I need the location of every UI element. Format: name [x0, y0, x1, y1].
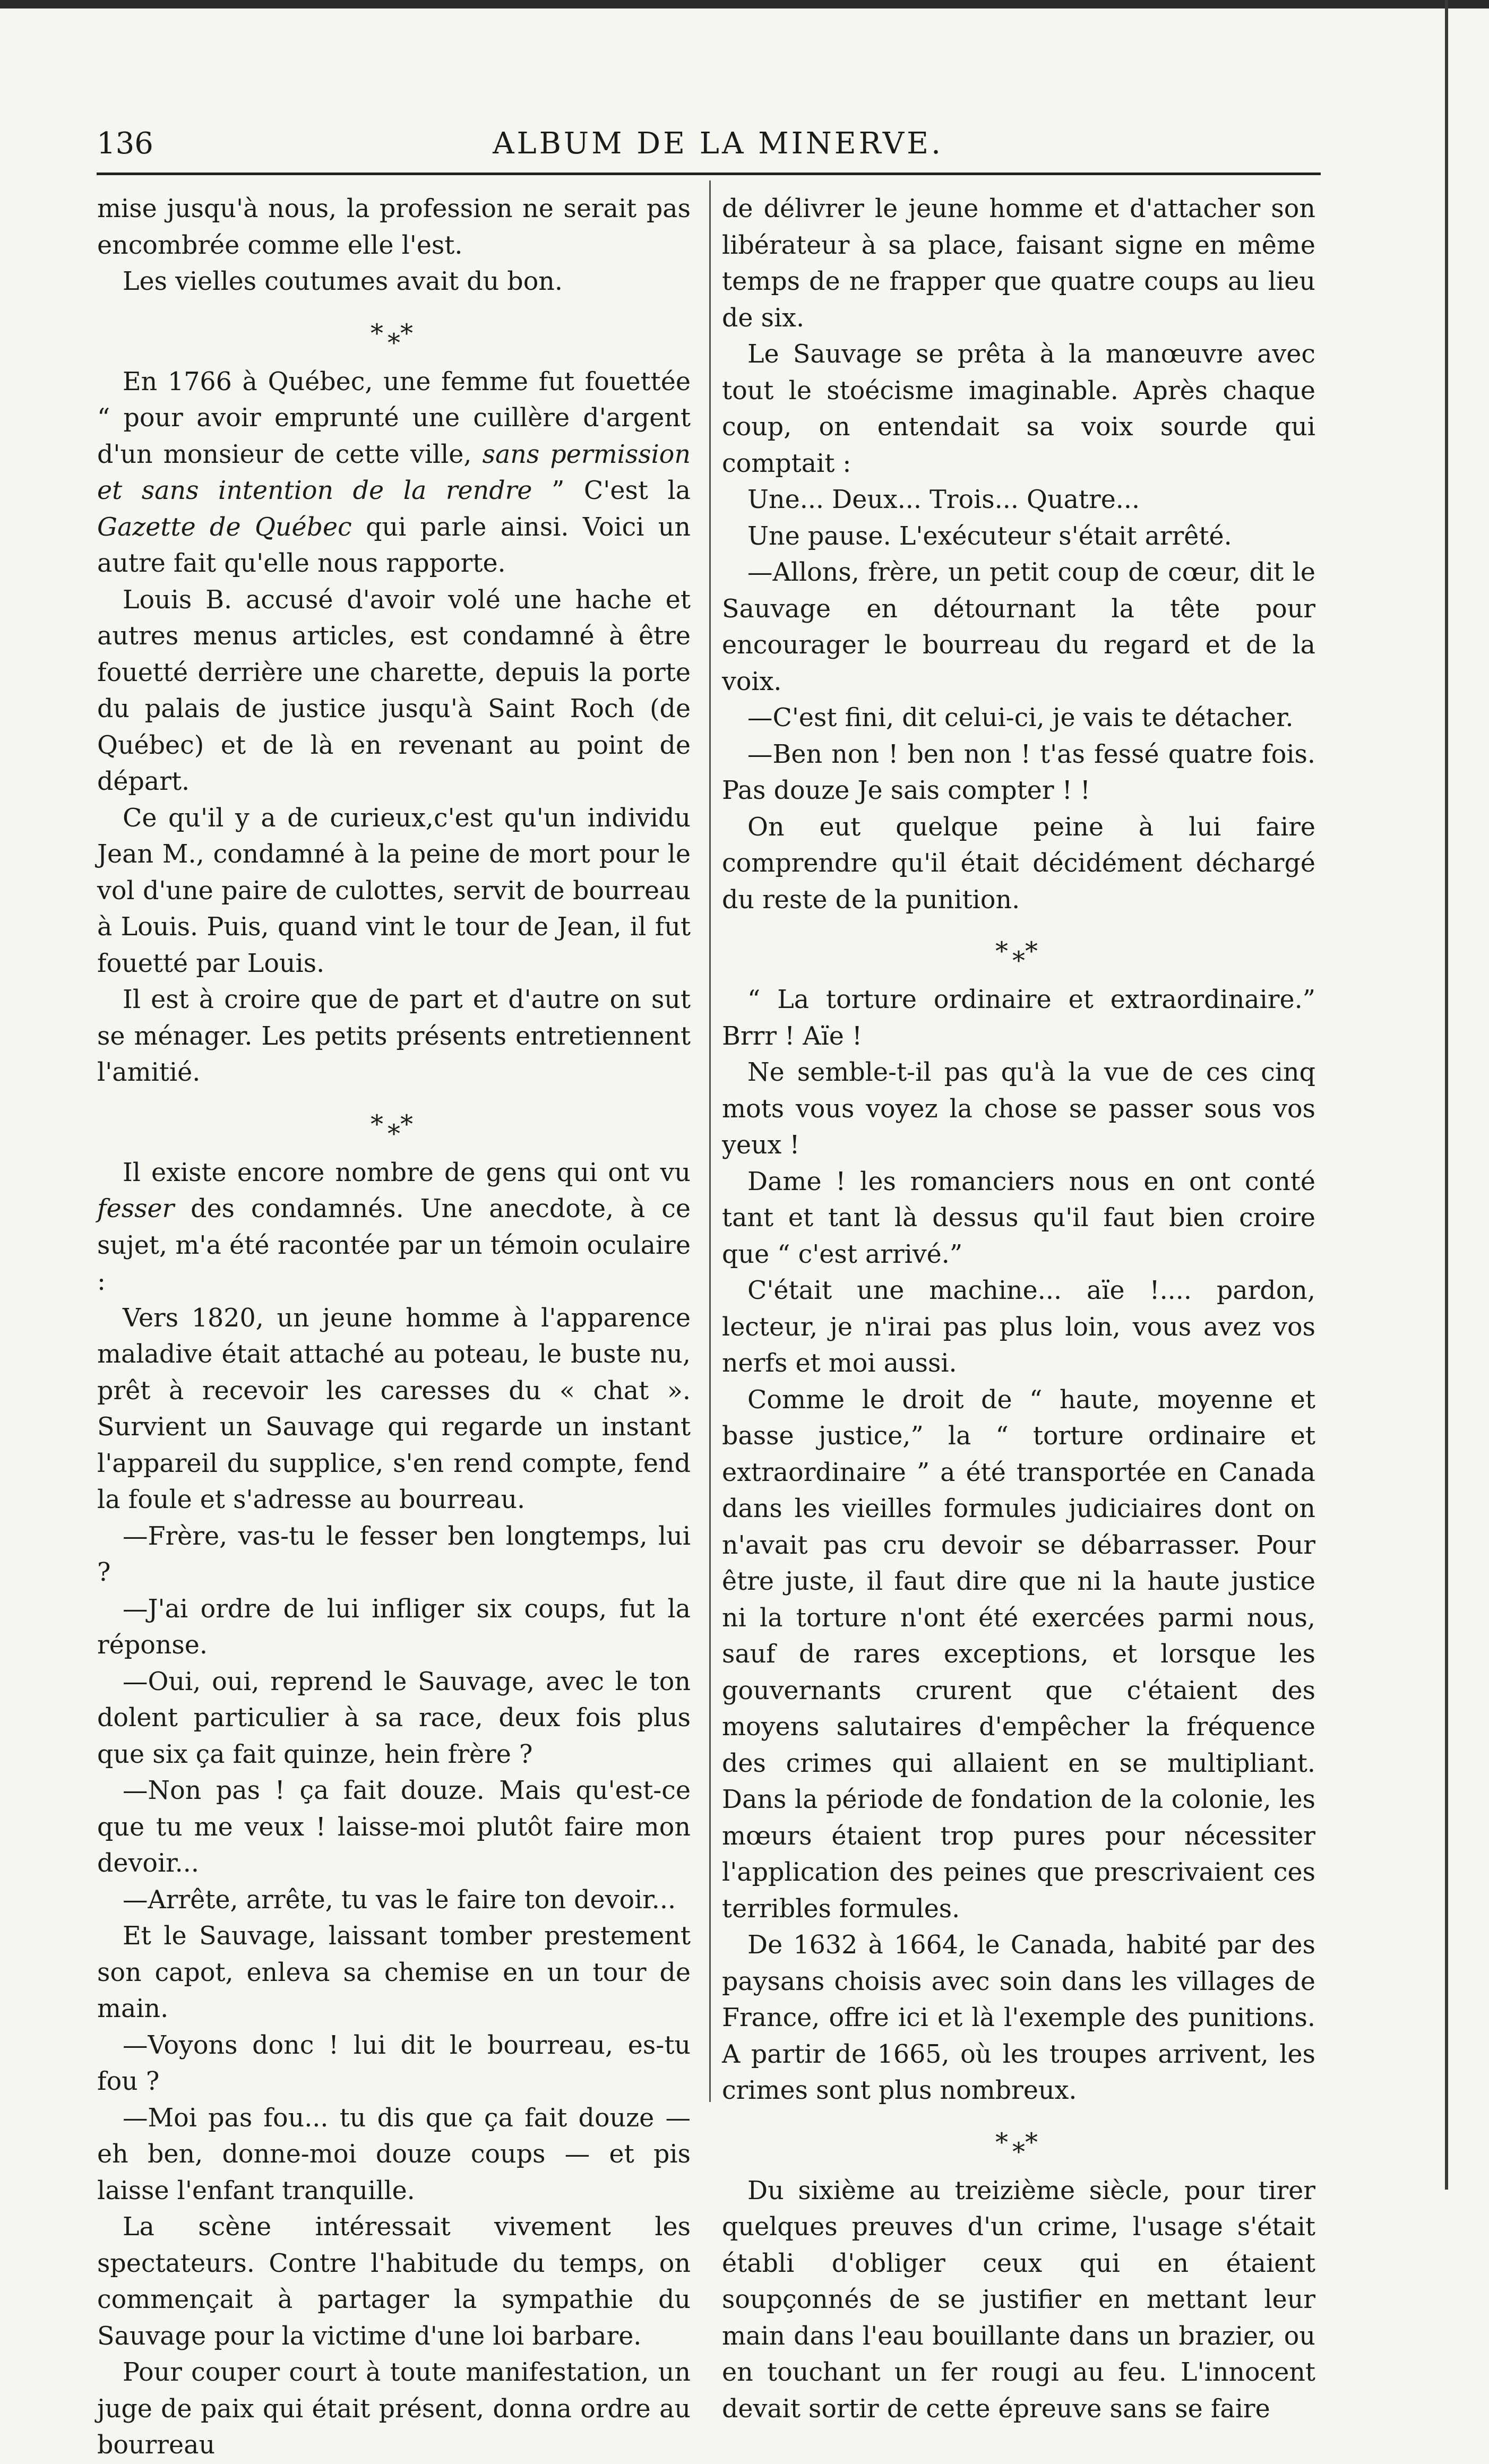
- running-title: ALBUM DE LA MINERVE.: [493, 126, 943, 161]
- paragraph: Du sixième au treizième siècle, pour tirer quelques preuves d'un crime, l'usage s'était établi d'obliger ceux qui en étaient soupçonnés de se justifier en mettant leur main dans l'eau bouillante dans un brazier, ou en touchant un fer rougi au feu. L'innocent devait sortir de cette épreuve sans se faire: [722, 2176, 1315, 2424]
- section-ornament: [722, 918, 1315, 982]
- section-ornament: [97, 1091, 691, 1155]
- page-number: 136: [97, 126, 153, 161]
- right-scan-edge: [1445, 0, 1448, 2190]
- left-column: [97, 191, 691, 2464]
- dialogue-line: —J'ai ordre de lui infliger six coups, fut la réponse.: [97, 1594, 691, 1660]
- paragraph: Le Sauvage se prêta à la manœuvre avec tout le stoécisme imaginable. Après chaque coup, on entendait sa voix sourde qui comptait :: [722, 340, 1315, 478]
- dialogue-line: Une... Deux... Trois... Quatre...: [747, 485, 1140, 514]
- asterism: $*_**$: [995, 936, 1042, 976]
- paragraph: Pour couper court à toute manifestation, un juge de paix qui était présent, donna ordre au bourreau: [97, 2358, 691, 2460]
- asterism: $*_**$: [371, 1109, 417, 1149]
- paragraph: Et le Sauvage, laissant tomber prestement son capot, enleva sa chemise en un tour de main.: [97, 1922, 691, 2023]
- section-ornament: [722, 2109, 1315, 2173]
- paragraph: Louis B. accusé d'avoir volé une hache et autres menus articles, est condamné à être fouetté derrière une charette, depuis la porte du palais de justice jusqu'à Saint Roch (de Québec) et de là en revenant au point de départ.: [97, 585, 691, 796]
- asterism: $*_**$: [995, 2127, 1042, 2167]
- dialogue-line: —Voyons donc ! lui dit le bourreau, es-tu fou ?: [97, 2030, 691, 2096]
- paragraph: Vers 1820, un jeune homme à l'apparence maladive était attaché au poteau, le buste nu, prêt à recevoir les caresses du « chat ». Survient un Sauvage qui regarde un instant l'appareil du supplice, s'en rend compte, fend la foule et s'adresse au bourreau.: [97, 1303, 691, 1514]
- dialogue-line: —Frère, vas-tu le fesser ben longtemps, lui ?: [97, 1521, 691, 1587]
- dialogue-line: —Allons, frère, un petit coup de cœur, dit le Sauvage en détournant la tête pour encourager le bourreau du regard et de la voix.: [722, 558, 1315, 696]
- paragraph: En 1766 à Québec, une femme fut fouettée “ pour avoir emprunté une cuillère d'argent d'un monsieur de cette ville, sans permission et sans intention de la rendre ” C'est la Gazette de Québec qui parle ainsi. Voici un autre fait qu'elle nous rapporte.: [97, 367, 691, 578]
- top-scan-edge: [0, 0, 1489, 8]
- dialogue-line: —C'est fini, dit celui-ci, je vais te détacher.: [747, 703, 1294, 733]
- header-rule: [97, 173, 1321, 175]
- paragraph: Comme le droit de “ haute, moyenne et basse justice,” la “ torture ordinaire et extraordinaire ” a été transportée en Canada dans les vieilles formules judiciaires dont on n'avait pas cru devoir se débarrasser. Pour être juste, il faut dire que ni la haute justice ni la torture n'ont été exercées parmi nous, sauf de rares exceptions, et lorsque les gouvernants crurent que c'étaient des moyens salutaires d'empêcher la fréquence des crimes qui allaient en se multipliant. Dans la période de fondation de la colonie, les mœurs étaient trop pures pour nécessiter l'application des peines que prescrivaient ces terribles formules.: [722, 1385, 1315, 1924]
- paragraph: mise jusqu'à nous, la profession ne serait pas encombrée comme elle l'est.: [97, 194, 691, 260]
- paragraph: La scène intéressait vivement les spectateurs. Contre l'habitude du temps, on commençait à partager la sympathie du Sauvage pour la victime d'une loi barbare.: [97, 2212, 691, 2351]
- paragraph: De 1632 à 1664, le Canada, habité par des paysans choisis avec soin dans les villages de France, offre ici et là l'exemple des punitions. A partir de 1665, où les troupes arrivent, les crimes sont plus nombreux.: [722, 1931, 1315, 2105]
- dialogue-line: —Moi pas fou... tu dis que ça fait douze — eh ben, donne-moi douze coups — et pis laisse l'enfant tranquille.: [97, 2103, 691, 2205]
- section-ornament: [97, 300, 691, 364]
- right-column: [722, 191, 1315, 2427]
- paragraph: Les vielles coutumes avait du bon.: [123, 267, 563, 296]
- paragraph: Il est à croire que de part et d'autre on sut se ménager. Les petits présents entretiennent l'amitié.: [97, 985, 691, 1087]
- paragraph: de délivrer le jeune homme et d'attacher son libérateur à sa place, faisant signe en même temps de ne frapper que quatre coups au lieu de six.: [722, 194, 1315, 333]
- paragraph: Ne semble-t-il pas qu'à la vue de ces cinq mots vous voyez la chose se passer sous vos yeux !: [722, 1058, 1315, 1160]
- paragraph: “ La torture ordinaire et extraordinaire.” Brrr ! Aïe !: [722, 985, 1315, 1051]
- paragraph: Ce qu'il y a de curieux,c'est qu'un individu Jean M., condamné à la peine de mort pour le vol d'une paire de culottes, servit de bourreau à Louis. Puis, quand vint le tour de Jean, il fut fouetté par Louis.: [97, 803, 691, 978]
- dialogue-line: —Oui, oui, reprend le Sauvage, avec le ton dolent particulier à sa race, deux fois plus que six ça fait quinze, hein frère ?: [97, 1667, 691, 1769]
- paragraph: Il existe encore nombre de gens qui ont vu fesser des condamnés. Une anecdote, à ce sujet, m'a été racontée par un témoin oculaire :: [97, 1158, 691, 1296]
- paragraph: Dame ! les romanciers nous en ont conté tant et tant là dessus qu'il faut bien croire que “ c'est arrivé.”: [722, 1167, 1315, 1269]
- dialogue-line: —Ben non ! ben non ! t'as fessé quatre fois. Pas douze Je sais compter ! !: [722, 739, 1315, 805]
- dialogue-line: —Arrête, arrête, tu vas le faire ton devoir...: [123, 1885, 676, 1915]
- dialogue-line: —Non pas ! ça fait douze. Mais qu'est-ce que tu me veux ! laisse-moi plutôt faire mon devoir...: [97, 1776, 691, 1878]
- column-divider: [709, 180, 711, 2102]
- paragraph: On eut quelque peine à lui faire comprendre qu'il était décidément déchargé du reste de la punition.: [722, 812, 1315, 915]
- asterism: $*_**$: [371, 318, 417, 358]
- paragraph: Une pause. L'exécuteur s'était arrêté.: [747, 521, 1232, 551]
- paragraph: C'était une machine... aïe !.... pardon, lecteur, je n'irai pas plus loin, vous avez vos nerfs et moi aussi.: [722, 1276, 1315, 1378]
